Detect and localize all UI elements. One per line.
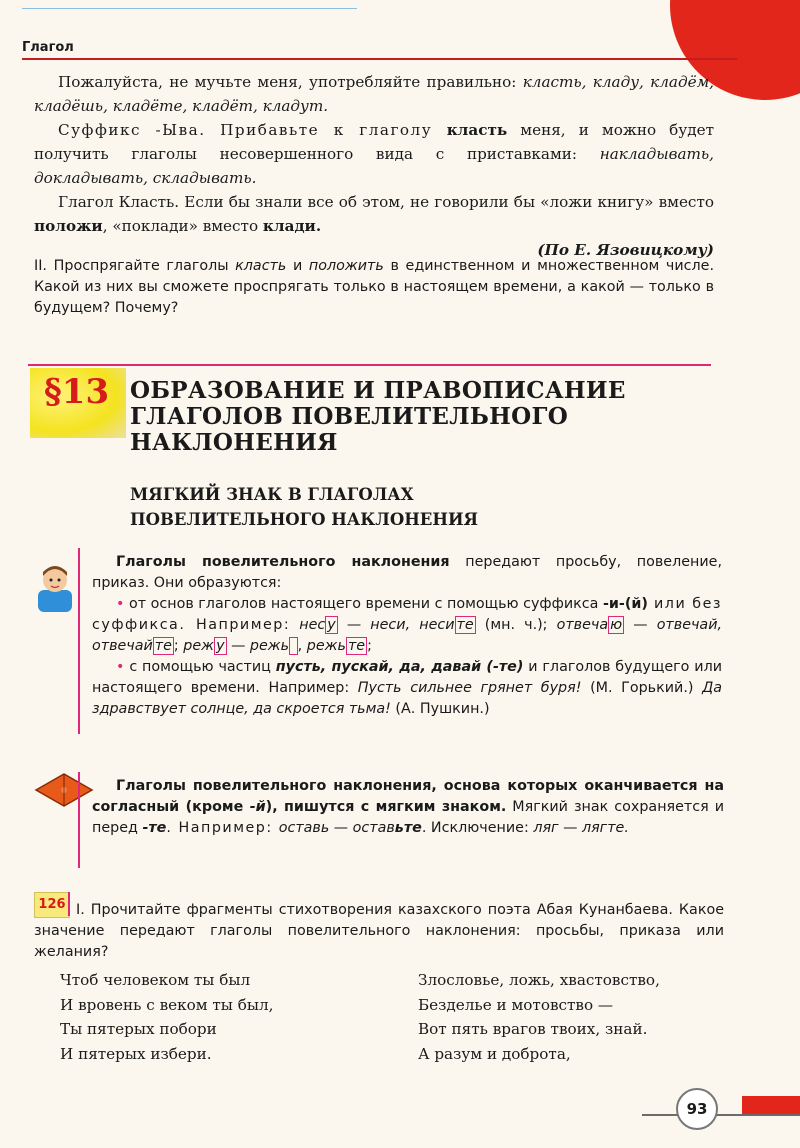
chapter-title: Глагол (22, 40, 74, 55)
page-number-rule (642, 1114, 800, 1116)
rule1-ex2-note: (мн. ч.); (475, 617, 557, 633)
task2-c: и (286, 258, 309, 274)
rule1-ex1-dash: — (337, 617, 371, 633)
rule2-rest-a: Мягкий знак сохраняется и перед (92, 799, 724, 836)
rule2-exclusion-a: Исключение: (430, 820, 534, 836)
poem-right-column (418, 968, 748, 1066)
page-number: 93 (676, 1088, 718, 1130)
rule1-bullet1 (92, 594, 722, 657)
section-number: §13 (44, 372, 110, 412)
rule2-bold-a: Глаголы повелительного наклонения, основа которых оканчивается на согласный (кроме (92, 778, 724, 815)
intro-p3-d: клади. (262, 217, 322, 235)
task2-e: в единственном и множественном числе. Какой из них вы сможете проспрягать только в настоящем времени, а какой — только в будущем? Почему? (34, 258, 714, 316)
task2-d: положить (308, 258, 384, 274)
rule1-ex3: отвеча (556, 617, 609, 633)
rule1-ex1-box: у (327, 617, 336, 633)
intro-p3-a: Глагол Класть. Если бы знали все об этом, не говорили бы «ложи книгу» вместо (58, 193, 714, 211)
rule1-ex4: отвечай, отвечай (92, 617, 723, 654)
rule1-b2-a2: (А. Пушкин.) (390, 701, 490, 717)
page-number-accent (742, 1096, 800, 1114)
intro-p1-a: Пожалуйста, не мучьте меня, употребляйте правильно: (58, 73, 523, 91)
rule1-lead-bold: Глаголы повелительного наклонения (116, 554, 450, 570)
rule1-ex3-dash: — (624, 617, 657, 633)
task2-a: II. Проспрягайте глаголы (34, 258, 236, 274)
intro-p1-b: класть, кладу, кладём, кладёшь, кладёте, кладёт, кладут. (34, 73, 714, 115)
rule1-b2-particles: пусть, пускай, да, давай (-те) (275, 659, 524, 675)
intro-p2 (34, 118, 714, 190)
intro-p1 (34, 70, 714, 118)
section-subtitle (130, 482, 630, 532)
rule2-ex-c: . (421, 820, 427, 836)
task2-text (34, 256, 714, 319)
intro-p2-b: класть (446, 121, 508, 139)
rule2-ex-a: оставь — остав (278, 820, 395, 836)
rule2-bold-c: ), пишутся с мягким знаком. (265, 799, 507, 815)
intro-p2-c: меня, и можно будет получить глаголы несовершенного вида с приставками: (34, 121, 715, 163)
rule2-bold-b: -й (249, 799, 266, 815)
section-rule (28, 364, 711, 366)
rule2-ex-b: ьте (394, 820, 422, 836)
rule1-ex6-sep: , (297, 638, 307, 654)
exercise-text (34, 900, 724, 963)
rule1-b1-a: от основ глаголов настоящего времени с помощью суффикса (129, 596, 603, 612)
rule1-bar (78, 548, 80, 734)
pen-nib-icon (34, 770, 94, 810)
poem-line: Чтоб человеком ты был (60, 971, 251, 989)
boy-icon (34, 562, 76, 612)
exercise-number-badge: 126 (34, 892, 70, 918)
section-subtitle-line1: МЯГКИЙ ЗНАК В ГЛАГОЛАХ (130, 485, 414, 504)
rule2-rest-b: . Например: (166, 820, 279, 836)
rule1-b2-q1: Пусть сильнее грянет буря! (357, 680, 582, 696)
rule1-ex2-box: те (456, 617, 474, 633)
rule1-b2-q2: Да здравствует солнце, да скроется тьма! (92, 680, 722, 717)
rule1-ex4-sep: ; (173, 638, 184, 654)
rule1-ex5: реж (183, 638, 215, 654)
rule1-ex4-box: те (154, 638, 172, 654)
intro-attribution: (По Е. Язовицкому) (537, 241, 714, 259)
rule1-b1-suffix: -и-(й) (602, 596, 648, 612)
intro-p3-b: положи (34, 217, 103, 235)
section-subtitle-line2: ПОВЕЛИТЕЛЬНОГО НАКЛОНЕНИЯ (130, 510, 479, 529)
poem-line: Ты пятерых побори (60, 1020, 217, 1038)
intro-text (34, 70, 714, 262)
rule1-b2-a: с помощью частиц (129, 659, 276, 675)
poem-line: Злословье, ложь, хвастовство, (418, 971, 660, 989)
intro-p3 (34, 190, 714, 238)
rule1-ex5-dash: — (226, 638, 250, 654)
rule1-ex7-box: те (347, 638, 366, 654)
poem-line: И вровень с веком ты был, (60, 995, 274, 1014)
rule1-ex5-box: у (216, 638, 225, 654)
rule1-b1-b: или без суффикса. Например: (92, 596, 722, 633)
rule1-ex7: режь (306, 638, 346, 654)
rule1-ex2: неси, неси (370, 617, 455, 633)
poem-line: И пятерых избери. (60, 1044, 212, 1063)
rule1-ex6: режь (249, 638, 290, 654)
rule2-exclusion-b: ляг — лягте. (533, 820, 629, 836)
rule1-ex7-end: ; (367, 638, 372, 654)
poem-line: А разум и доброта, (418, 1044, 571, 1063)
rule1-ex6-box (289, 637, 298, 655)
bullet-icon: • (116, 659, 125, 675)
rule1-lead (92, 552, 722, 594)
section-title: ОБРАЗОВАНИЕ И ПРАВОПИСАНИЕ ГЛАГОЛОВ ПОВЕЛИТЕЛЬНОГО НАКЛОНЕНИЯ (130, 377, 626, 456)
intro-p2-d: накладывать, докладывать, складывать. (34, 145, 714, 187)
rule1-ex3-box: ю (610, 617, 623, 633)
top-decor-lines (22, 8, 357, 19)
rule1-b2-a1: (М. Горький.) (581, 680, 703, 696)
rule1-lead-rest: передают просьбу, повеление, приказ. Они образуются: (92, 554, 723, 591)
intro-p3-c: , «поклади» вместо (102, 217, 263, 235)
rule1-b2-b: и глаголов будущего или настоящего времени. Например: (92, 659, 723, 696)
rule1-bullet2 (92, 657, 722, 720)
poem-line: Вот пять врагов твоих, знай. (418, 1020, 648, 1038)
rule2-rest-te: -те (142, 820, 167, 836)
bullet-icon: • (116, 596, 125, 612)
rule1-ex1: нес (299, 617, 326, 633)
rule1-text (92, 552, 722, 720)
chapter-rule (22, 58, 737, 60)
rule2-text (92, 776, 724, 839)
poem-left-column (60, 968, 390, 1066)
rule2-bar (78, 772, 80, 868)
exercise-instruction: I. Прочитайте фрагменты стихотворения казахского поэта Абая Кунанбаева. Какое значение передают глаголы повелительного наклонения: просьбы, приказа или желания? (34, 902, 724, 960)
intro-p2-a: Суффикс -Ыва. Прибавьте к глаголу (58, 121, 447, 139)
task2-b: класть (235, 258, 287, 274)
poem-line: Безделье и мотовство — (418, 995, 614, 1014)
